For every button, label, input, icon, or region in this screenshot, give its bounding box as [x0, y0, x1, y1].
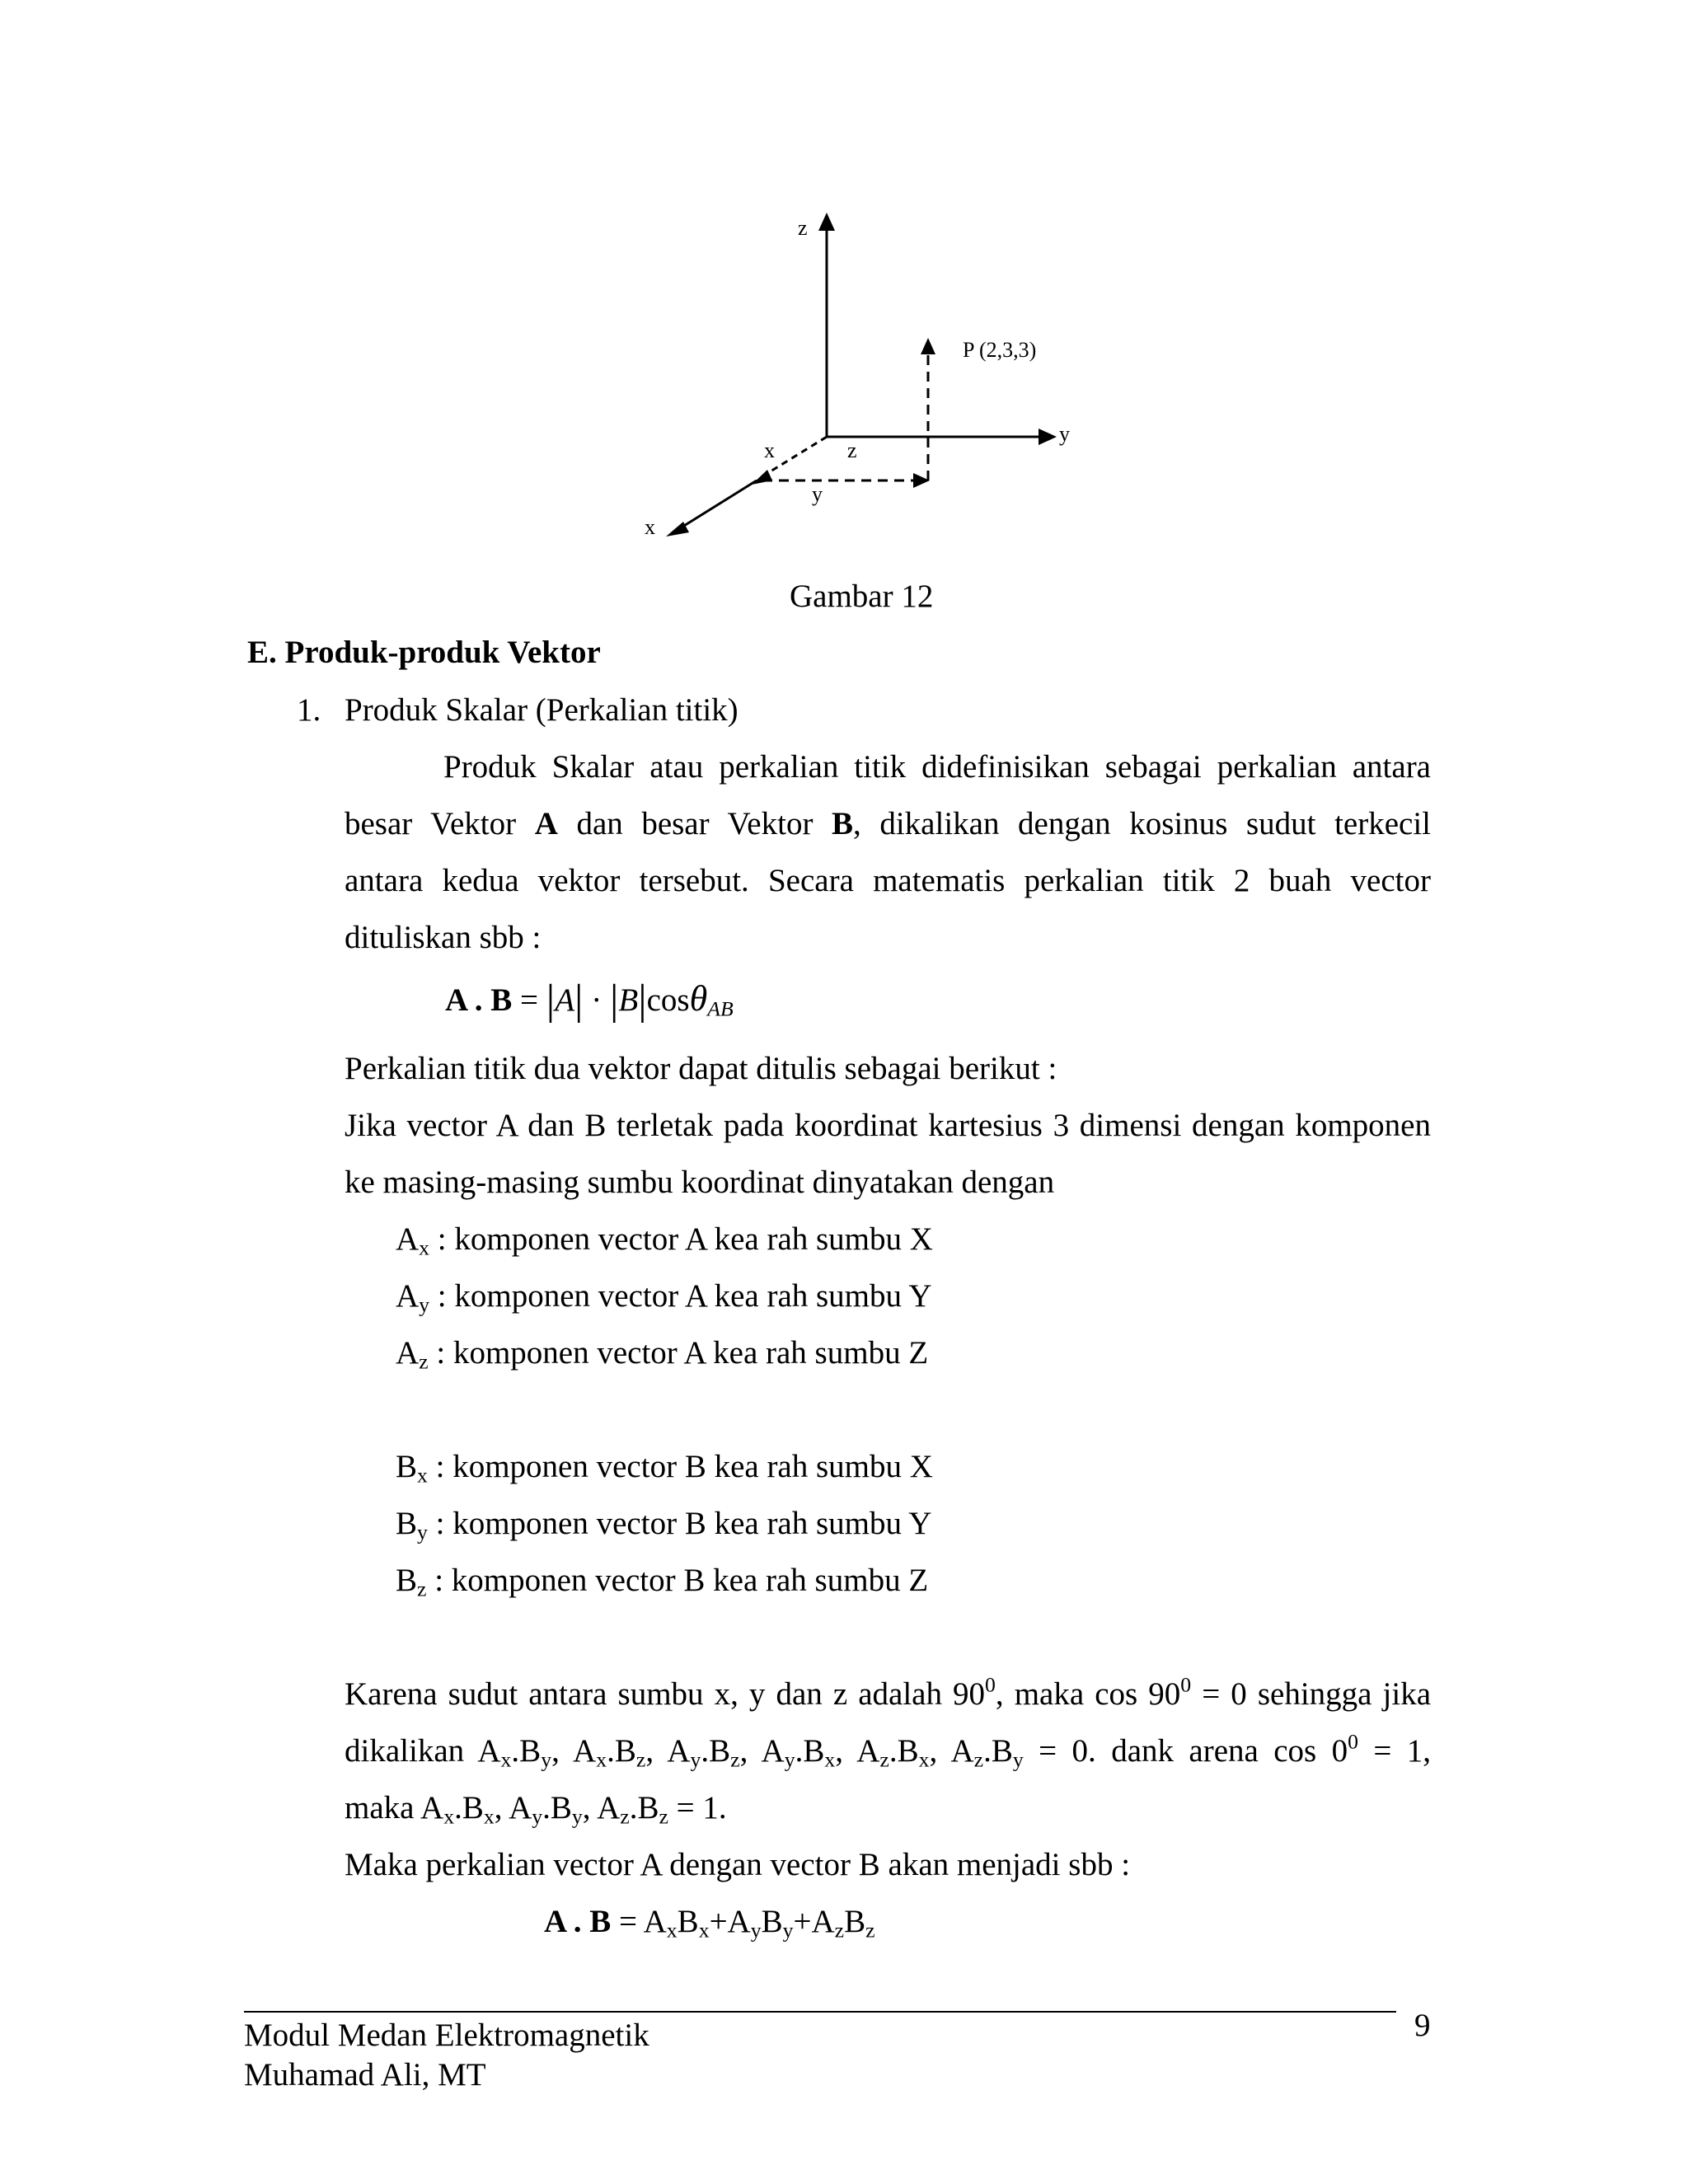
component-z-arrowhead — [921, 338, 935, 354]
coordinate-diagram — [0, 0, 1688, 577]
y-axis-arrowhead — [1039, 429, 1057, 445]
component-x-label: x — [764, 438, 775, 462]
paragraph3-line2: dikalikan $A_x.B_y$, $A_x.B_z$, $A_y.B_z$, $A_y.B_x$, $A_z.B_x$, $A_z.B_y = 0$. dank arena $\cos 0^0 = 1$, — [345, 1729, 1432, 1772]
component-ay: $A_y$ : komponen vector A kea rah sumbu Y — [396, 1278, 932, 1317]
item-number: 1. — [297, 692, 321, 728]
figure-caption: Gambar 12 — [790, 579, 934, 614]
point-label: P (2,3,3) — [963, 338, 1037, 362]
paragraph2-line3: ke masing-masing sumbu koordinat dinyatakan dengan — [345, 1165, 1055, 1200]
paragraph1-line2: besar Vektor A dan besar Vektor B, dikalikan dengan kosinus sudut terkecil — [345, 806, 1431, 841]
paragraph3-line4: Maka perkalian vector A dengan vector B akan menjadi sbb : — [345, 1847, 1131, 1882]
section-heading: E. Produk-produk Vektor — [247, 635, 601, 670]
z-axis-label: z — [798, 216, 808, 240]
paragraph3-line1: Karena sudut antara sumbu x, y dan z adalah $90^0$, maka $\cos 90^0 = 0$ sehingga jika — [345, 1672, 1431, 1712]
component-z-label: z — [847, 438, 857, 462]
paragraph1-line4: dituliskan sbb : — [345, 920, 542, 955]
paragraph1-line3: antara kedua vektor tersebut. Secara matematis perkalian titik 2 buah vector — [345, 863, 1431, 898]
paragraph3-line3: maka $A_x.B_x$, $A_y.B_y$, $A_z.B_z = 1$. — [345, 1790, 727, 1829]
page-number: 9 — [1414, 2008, 1431, 2043]
component-ax: $A_x$ : komponen vector A kea rah sumbu X — [396, 1221, 933, 1260]
x-axis-label: x — [645, 515, 655, 539]
component-by: $B_y$ : komponen vector B kea rah sumbu Y — [396, 1506, 932, 1544]
formula-dot-product: A . B = |A| · |B|cosθ$_{AB}$ — [445, 977, 734, 1024]
item-title: Produk Skalar (Perkalian titik) — [345, 692, 738, 728]
y-axis-label: y — [1059, 422, 1070, 446]
component-az: $A_z$ : komponen vector A kea rah sumbu Z — [396, 1335, 929, 1374]
paragraph2-line2: Jika vector A dan B terletak pada koordinat kartesius 3 dimensi dengan komponen — [345, 1108, 1431, 1143]
component-bz: $B_z$ : komponen vector B kea rah sumbu Z — [396, 1563, 929, 1601]
x-axis-line — [680, 480, 757, 528]
component-bx: $B_x$ : komponen vector B kea rah sumbu X — [396, 1449, 933, 1488]
formula-component-sum: A . $B = A_xB_x+A_yB_y+A_zB_z$ — [544, 1904, 875, 1943]
component-x-arrowhead — [752, 470, 772, 485]
footer-author: Muhamad Ali, MT — [244, 2057, 486, 2093]
z-axis-arrowhead — [818, 213, 835, 231]
footer-module-title: Modul Medan Elektromagnetik — [244, 2018, 649, 2053]
paragraph1-line1: Produk Skalar atau perkalian titik didefinisikan sebagai perkalian antara — [443, 749, 1431, 785]
paragraph2-line1: Perkalian titik dua vektor dapat ditulis sebagai berikut : — [345, 1051, 1057, 1086]
component-y-label: y — [812, 482, 823, 506]
